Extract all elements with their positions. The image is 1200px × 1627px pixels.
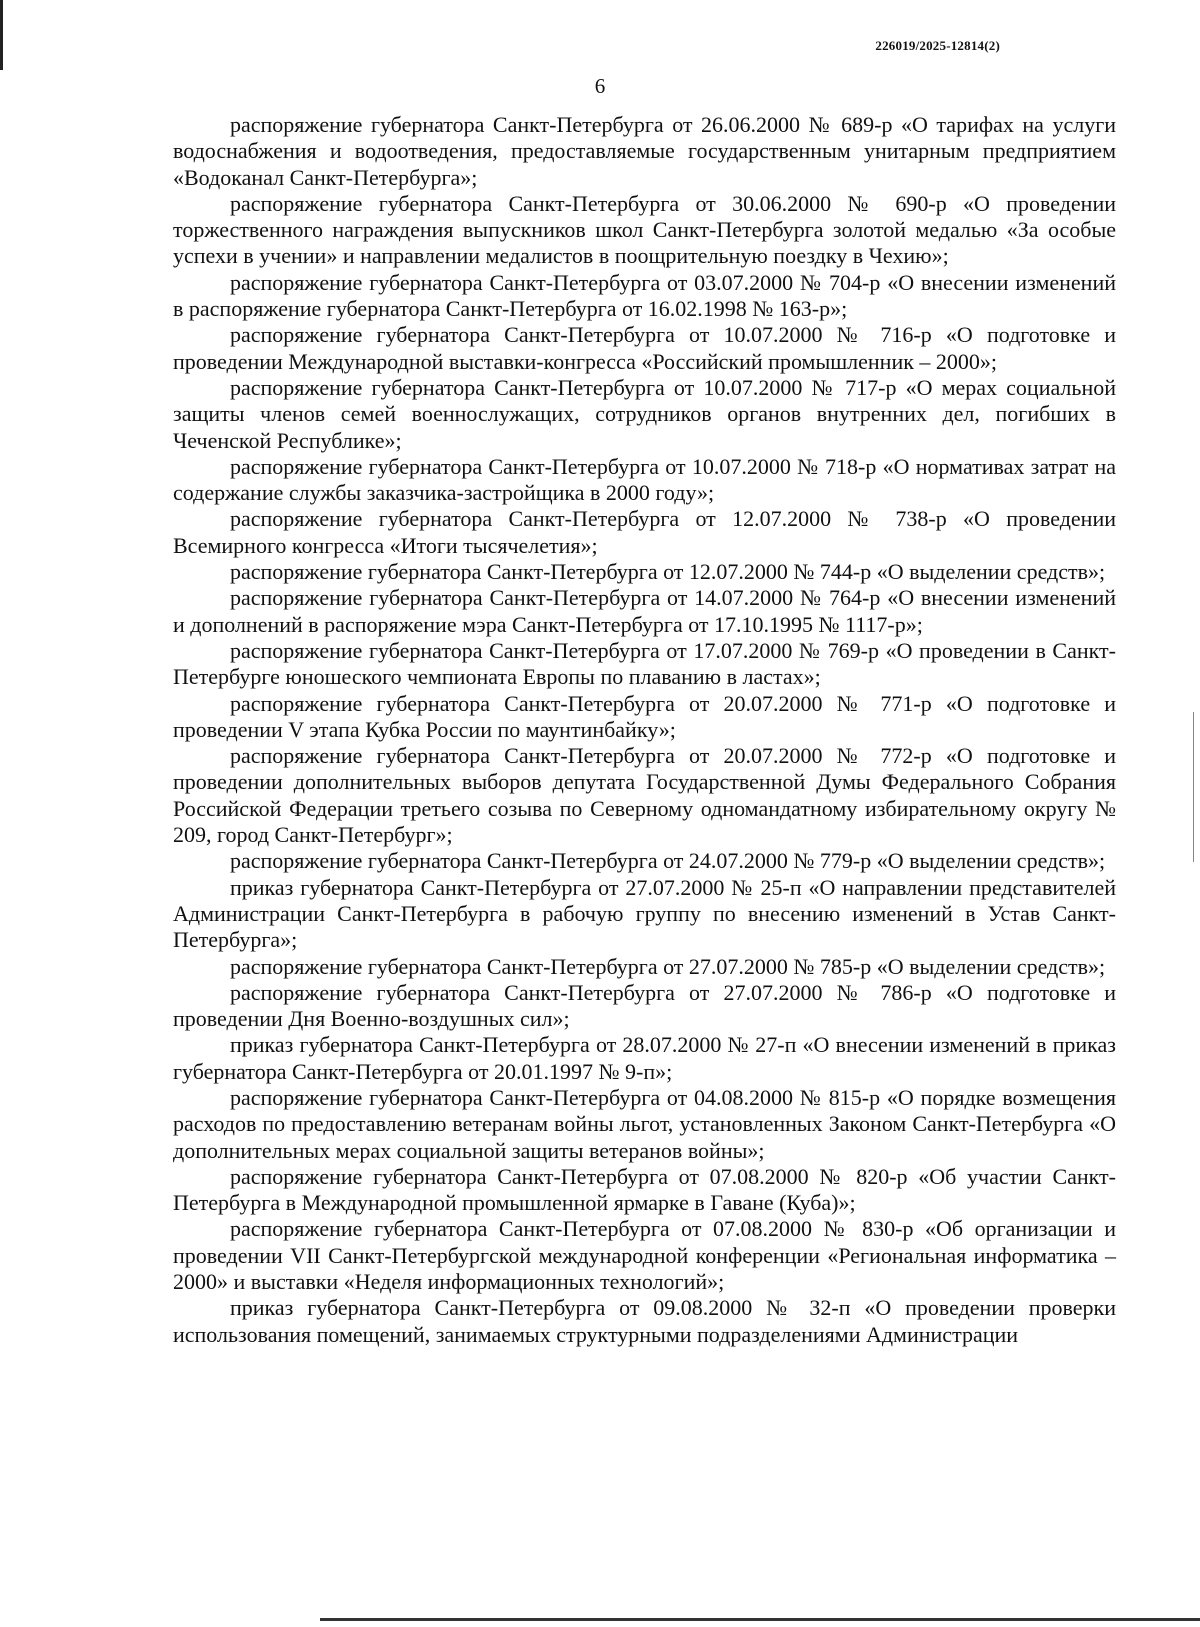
page-number: 6	[594, 74, 606, 98]
list-item: приказ губернатора Санкт-Петербурга от 09.08.2000 № 32-п «О проведении проверки использования помещений, занимаемых структурными подразделениями Администрации	[173, 1295, 1116, 1347]
list-item: распоряжение губернатора Санкт-Петербурга от 14.07.2000 № 764-р «О внесении изменений и дополнений в распоряжение мэра Санкт-Петербурга от 17.10.1995 № 1117-р»;	[173, 585, 1116, 637]
margin-mark	[1193, 712, 1194, 862]
scan-bottom-line	[320, 1618, 1200, 1621]
list-item: распоряжение губернатора Санкт-Петербурга от 03.07.2000 № 704-р «О внесении изменений в распоряжение губернатора Санкт-Петербурга от 16.02.1998 № 163-р»;	[173, 269, 1116, 322]
list-item: приказ губернатора Санкт-Петербурга от 27.07.2000 № 25-п «О направлении представителей Администрации Санкт-Петербурга в рабочую группу по внесению изменений в Устав Санкт-Петербурга»;	[173, 874, 1116, 953]
list-item: распоряжение губернатора Санкт-Петербурга от 12.07.2000 № 738-р «О проведении Всемирного конгресса «Итоги тысячелетия»;	[173, 506, 1116, 558]
document-id: 226019/2025-12814(2)	[875, 38, 1000, 53]
list-item: распоряжение губернатора Санкт-Петербурга от 07.08.2000 № 820-р «Об участии Санкт-Петербурга в Международной промышленной ярмарке в Гаване (Куба)»;	[173, 1163, 1116, 1216]
list-item: распоряжение губернатора Санкт-Петербурга от 27.07.2000 № 785-р «О выделении средств»;	[230, 953, 1106, 979]
list-item: распоряжение губернатора Санкт-Петербурга от 10.07.2000 № 717-р «О мерах социальной защиты членов семей военнослужащих, сотрудников органов внутренних дел, погибших в Чеченской Республике»;	[173, 374, 1116, 453]
list-item: распоряжение губернатора Санкт-Петербурга от 26.06.2000 № 689-р «О тарифах на услуги водоснабжения и водоотведения, предоставляемые государственным унитарным предприятием «Водоканал Санкт-Петербурга»;	[173, 112, 1116, 190]
list-item: распоряжение губернатора Санкт-Петербурга от 10.07.2000 № 716-р «О подготовке и проведении Международной выставки-конгресса «Российский промышленник – 2000»;	[173, 322, 1116, 374]
document-body	[173, 112, 1116, 1348]
list-item: распоряжение губернатора Санкт-Петербурга от 24.07.2000 № 779-р «О выделении средств»;	[230, 848, 1106, 874]
list-item: распоряжение губернатора Санкт-Петербурга от 12.07.2000 № 744-р «О выделении средств»;	[230, 559, 1106, 585]
list-item: распоряжение губернатора Санкт-Петербурга от 20.07.2000 № 772-р «О подготовке и проведении дополнительных выборов депутата Государственной Думы Федерального Собрания Российской Федерации третьего созыва по Северному одномандатному избирательному округу № 209, город Санкт-Петербург»;	[173, 743, 1116, 848]
scan-edge-mark	[0, 0, 3, 70]
list-item: распоряжение губернатора Санкт-Петербурга от 27.07.2000 № 786-р «О подготовке и проведении Дня Военно-воздушных сил»;	[173, 979, 1116, 1032]
list-item: распоряжение губернатора Санкт-Петербурга от 17.07.2000 № 769-р «О проведении в Санкт-Петербурге юношеского чемпионата Европы по плаванию в ластах»;	[173, 637, 1116, 690]
list-item: приказ губернатора Санкт-Петербурга от 28.07.2000 № 27-п «О внесении изменений в приказ губернатора Санкт-Петербурга от 20.01.1997 № 9-п»;	[173, 1032, 1116, 1084]
list-item: распоряжение губернатора Санкт-Петербурга от 20.07.2000 № 771-р «О подготовке и проведении V этапа Кубка России по маунтинбайку»;	[173, 690, 1116, 742]
list-item: распоряжение губернатора Санкт-Петербурга от 10.07.2000 № 718-р «О нормативах затрат на содержание службы заказчика-застройщика в 2000 году»;	[173, 453, 1116, 506]
list-item: распоряжение губернатора Санкт-Петербурга от 07.08.2000 № 830-р «Об организации и проведении VII Санкт-Петербургской международной конференции «Региональная информатика – 2000» и выставки «Неделя информационных технологий»;	[173, 1216, 1116, 1295]
list-item: распоряжение губернатора Санкт-Петербурга от 30.06.2000 № 690-р «О проведении торжественного награждения выпускников школ Санкт-Петербурга золотой медалью «За особые успехи в учении» и направлении медалистов в поощрительную поездку в Чехию»;	[173, 190, 1116, 269]
list-item: распоряжение губернатора Санкт-Петербурга от 04.08.2000 № 815-р «О порядке возмещения расходов по предоставлению ветеранам войны льгот, установленных Законом Санкт-Петербурга «О дополнительных мерах социальной защиты ветеранов войны»;	[173, 1084, 1116, 1163]
